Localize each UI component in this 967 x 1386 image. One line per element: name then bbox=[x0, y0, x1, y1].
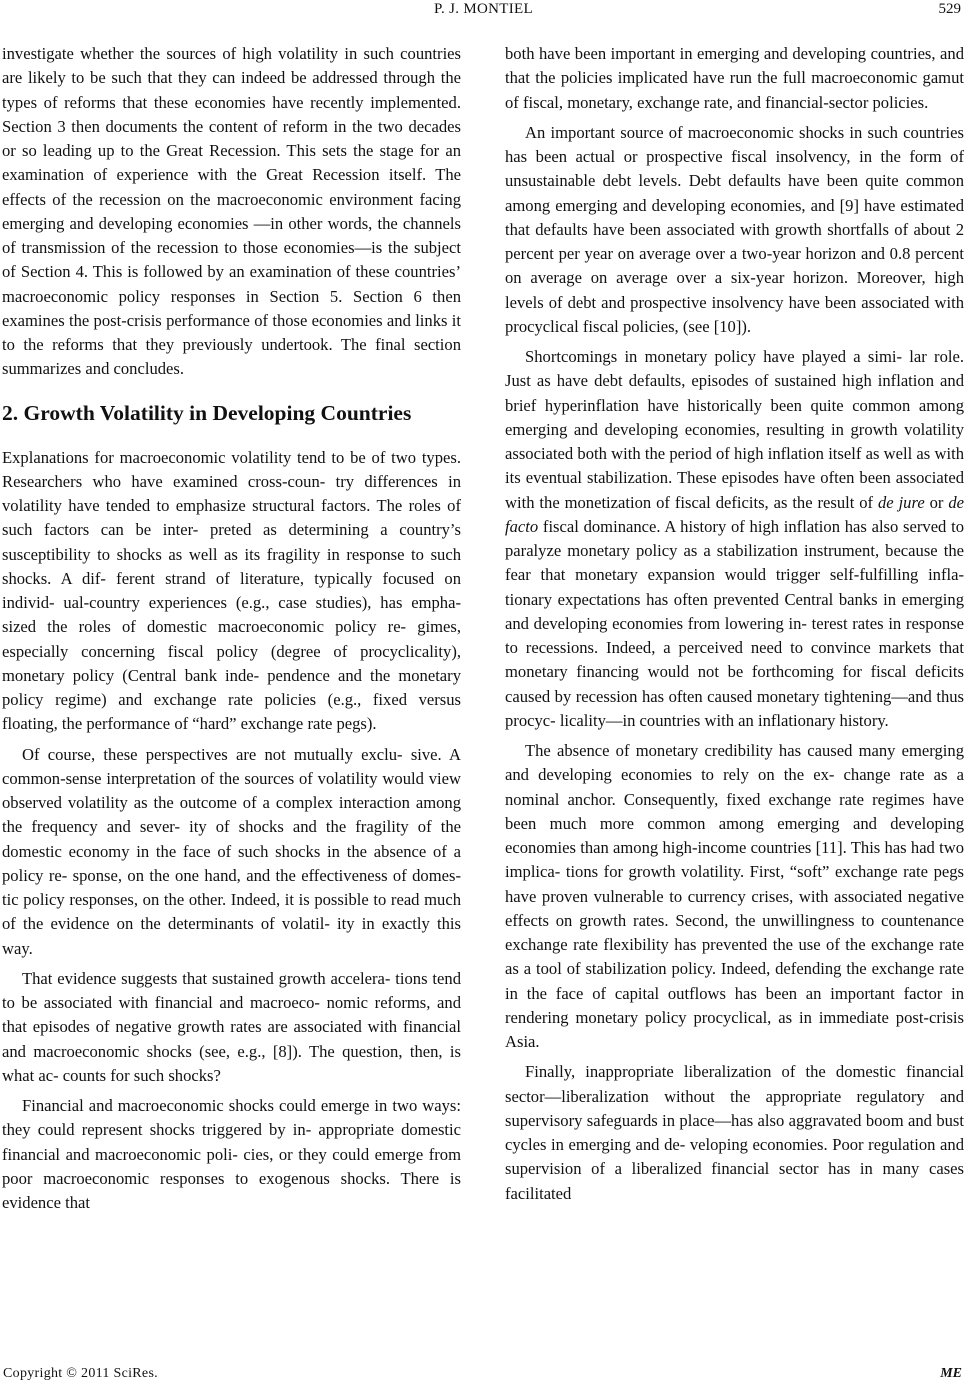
page-number: 529 bbox=[938, 1, 961, 17]
paragraph: both have been important in emerging and developing countries, and that the policies implicated have run the full macroeconomic gamut of fiscal, monetary, exchange rate, and financial-sector policies. bbox=[505, 44, 964, 112]
paragraph: An important source of macroeconomic shocks in such countries has been actual or prospective fiscal insolvency, in the form of unsustainable debt levels. Debt defaults have been quite common among emerging and developing economies, and [9] have estimated that defaults have been associated with growth shortfalls of about 2 percent per year on average over a two-year horizon and 0.8 percent on average on average over a six-year horizon. Moreover, high levels of debt and prospective insolvency have been associated with procyclical fiscal policies, (see [10]). bbox=[505, 122, 964, 336]
paragraph: The absence of monetary credibility has caused many emerging and developing economies to rely on the ex- change rate as a nominal anchor. Consequently, fixed exchange rate regimes have been much more common among emerging and developing economies than among high-income countries [11]. This has had two implica- tions for growth volatility. First, “soft” exchange rate pegs have proven vulnerable to currency crises, with associated negative effects on growth rates. Second, the unwillingness to countenance exchange rate flexibility has prevented the use of the exchange rate as a tool of stabilization policy. Indeed, defending the exchange rate in the face of capital outflows has been an important factor in rendering monetary policy procyclical, as in immediate post-crisis Asia. bbox=[505, 741, 964, 1051]
paragraph: Of course, these perspectives are not mutually exclu- sive. A common-sense interpretation of the sources of volatility would view observed volatility as the outcome of a complex interaction among the frequency and sever- ity of shocks and the fragility of the domestic economy in the face of such shocks in the absence of a policy re- sponse, on the one hand, and the effectiveness of domes- tic policy responses, on the other. Indeed, it is possible to read much of the evidence on the determinants of volatil- ity in exactly this way. bbox=[2, 744, 461, 958]
paragraph: Explanations for macroeconomic volatility tend to be of two types. Researchers who have examined cross-coun- try differences in volatility have tended to emphasize structural factors. The roles of such factors can be inter- preted as determining a country’s susceptibility to shocks as well as its fragility in response to such shocks. A dif- ferent strand of literature, typically focused on individ- ual-country experiences (e.g., case studies), has empha- sized the roles of domestic macroeconomic policy re- gimes, especially concerning fiscal policy (degree of procyclicality), monetary policy (Central bank inde- pendence and the monetary policy regime) and exchange rate policies (e.g., fixed versus floating, the performance of “hard” exchange rate pegs). bbox=[2, 447, 461, 734]
paragraph: investigate whether the sources of high volatility in such countries are likely to be such that they can indeed be addressed through the types of reforms that these economies have recently implemented. Section 3 then documents the content of reform in the two decades or so leading up to the Great Recession. This sets the stage for an examination of experience with the Great Recession itself. The effects of the recession on the macroeconomic environment facing emerging and developing economies —in other words, the channels of transmission of the recession to those economies—is the subject of Section 4. This is followed by an examination of these countries’ macroeconomic policy responses in Section 5. Section 6 then examines the post-crisis performance of those economies and links it to the reforms that they previously undertook. The final section summarizes and concludes. bbox=[2, 44, 461, 379]
left-column bbox=[2, 42, 461, 1221]
text-run: or bbox=[924, 492, 949, 512]
copyright-footer: Copyright © 2011 SciRes. bbox=[3, 1366, 158, 1381]
italic-term: de jure bbox=[878, 492, 925, 512]
right-column bbox=[505, 42, 964, 1212]
running-header-author: P. J. MONTIEL bbox=[434, 1, 533, 17]
text-run: fiscal dominance. A history of high inflation has also served to paralyze monetary policy as a stabilization instrument, because the fear that monetary expansion would trigger self-fulfilling infla- tionary expectations has often prevented Central banks in emerging and developing economies from lowering in- terest rates in response to recessions. Indeed, a perceived need to convince markets that monetary financing would not be forthcoming for fiscal deficits caused by recession has often caused monetary tightening—and thus procyc- licality—in countries with an inflationary history. bbox=[505, 516, 964, 730]
journal-abbrev: ME bbox=[940, 1366, 962, 1381]
paragraph: Financial and macroeconomic shocks could emerge in two ways: they could represent shocks triggered by in- appropriate domestic financial and macroeconomic poli- cies, or they could emerge from poor macroeconomic responses to exogenous shocks. There is evidence that bbox=[2, 1096, 461, 1212]
text-run: Shortcomings in monetary policy have played a simi- lar role. Just as have debt defaults, episodes of sustained high inflation and brief hyperinflation have historically been quite common among emerging and developing economies, resulting in growth volatility associated both with the period of high inflation itself as well as with its eventual stabilization. These episodes have often been associated with the monetization of fiscal deficits, as the result of bbox=[505, 347, 964, 512]
paragraph: Finally, inappropriate liberalization of the domestic financial sector—liberalization without the appropriate regulatory and supervisory safeguards in place—has also aggravated boom and bust cycles in emerging and de- veloping economies. Poor regulation and supervision of a liberalized financial sector has in many cases facilitated bbox=[505, 1062, 964, 1203]
italic-term: de facto bbox=[505, 492, 964, 536]
section-heading: 2. Growth Volatility in Developing Countries bbox=[2, 400, 412, 425]
paragraph bbox=[505, 345, 964, 733]
paragraph: That evidence suggests that sustained growth accelera- tions tend to be associated with financial and macroeco- nomic reforms, and that episodes of negative growth rates are associated with financial and macroeconomic shocks (see, e.g., [8]). The question, then, is what ac- counts for such shocks? bbox=[2, 968, 461, 1085]
